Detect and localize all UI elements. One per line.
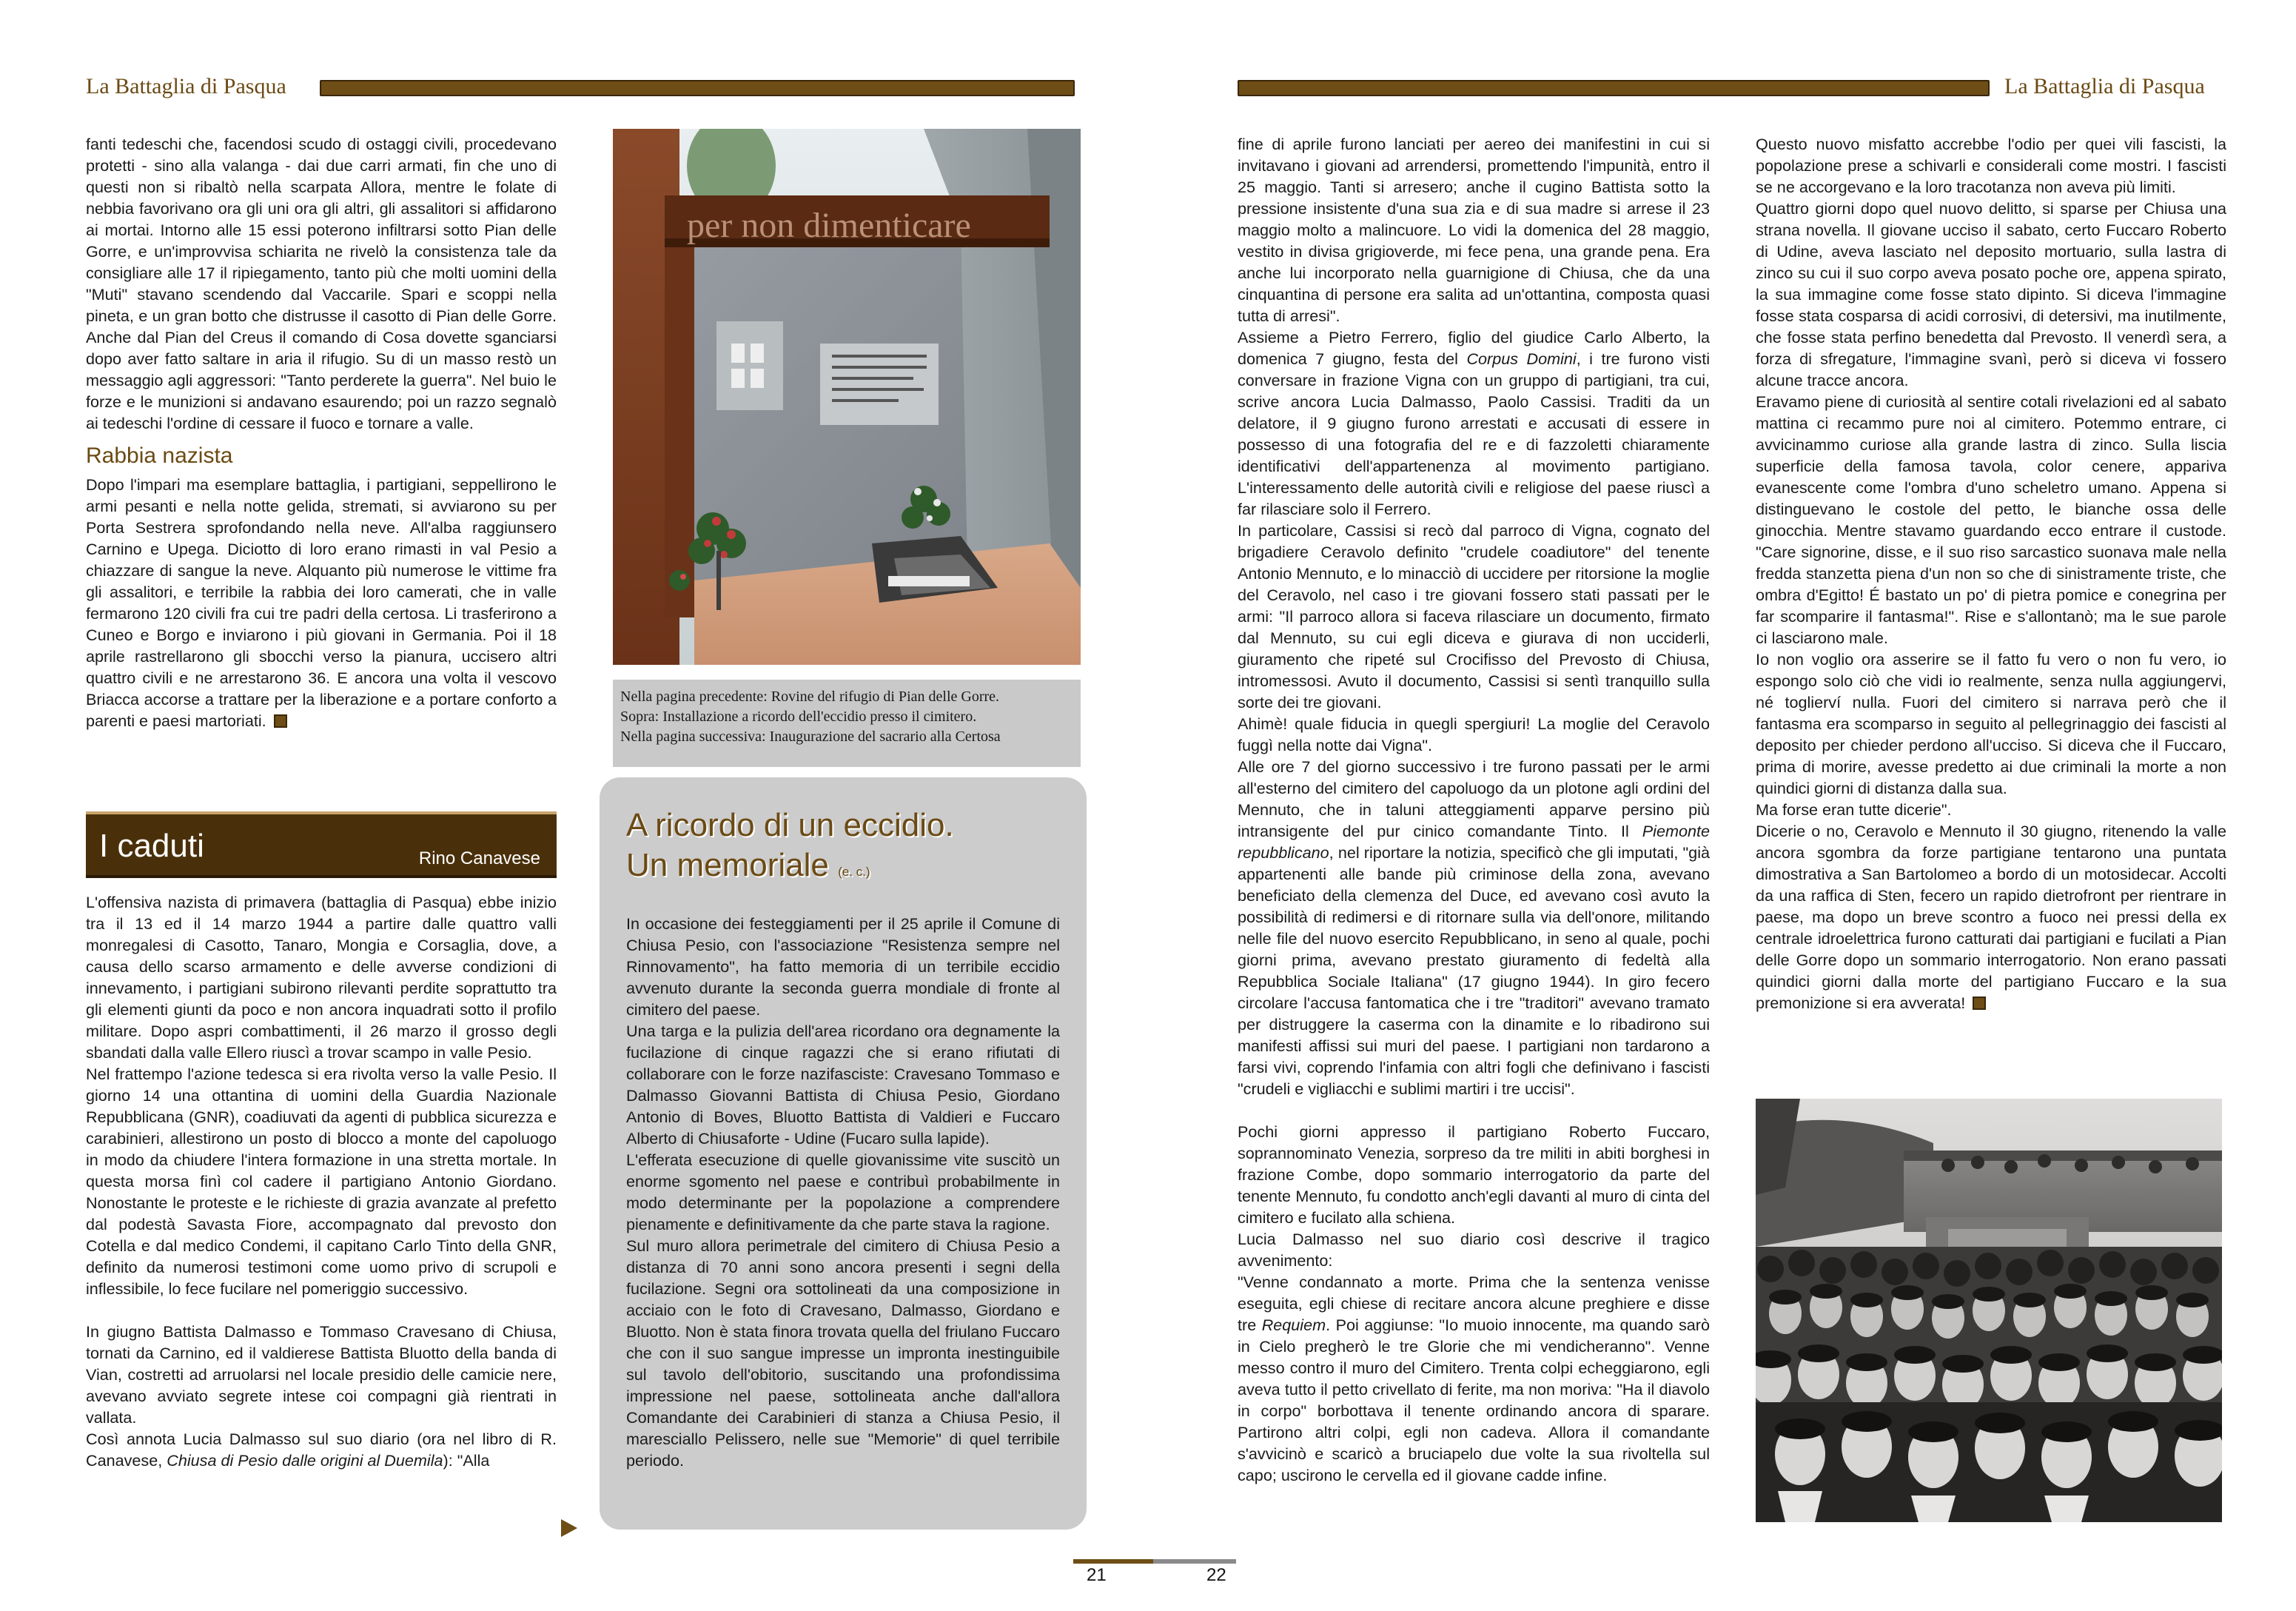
diary-paragraph-7: Lucia Dalmasso nel suo diario così descrive il tragico avvenimento:: [1238, 1230, 1710, 1270]
c3-p2-a: Assieme a Pietro Ferrero, figlio del giudice Carlo Alberto, la domenica 7 giugno, festa del: [1238, 328, 1710, 368]
memo-initials: (e. c.): [838, 865, 870, 879]
right-column-1: [1238, 133, 1710, 1486]
page-number-bar-right: [1153, 1559, 1236, 1564]
article-end-marker-icon: [274, 714, 287, 728]
memo-paragraph-1: In occasione dei festeggiamenti per il 25 aprile il Comune di Chiusa Pesio, con l'associazione "Resistenza sempre nel Rinnovamento", ha fatto memoria di un terribile eccidio avvenuto durante la seconda guerra mondiale di fronte al cimitero del paese.: [626, 914, 1060, 1019]
caption-line-2: Sopra: Installazione a ricordo dell'eccidio presso il cimitero.: [620, 709, 977, 725]
diary-paragraph-5: [1238, 756, 1710, 1099]
c3-p5-a: Alle ore 7 del giorno successivo i tre furono passati per le armi all'esterno del cimitero del capoluogo da un plotone agli ordini del Mennuto, che in taluni atteggiamenti apparve persino più intransigente del pur cinico comandante Tinto. Il: [1238, 757, 1710, 840]
crowd-photo-drawing: [1756, 1099, 2222, 1522]
caption-line-3: Nella pagina successiva: Inaugurazione del sacrario alla Certosa: [620, 729, 1001, 745]
memo-body: [626, 913, 1060, 1471]
engraved-text: per non dimenticare: [687, 206, 971, 245]
subhead-rabbia-nazista: Rabbia nazista: [86, 443, 233, 468]
battle-paragraph: fanti tedeschi che, facendosi scudo di ostaggi civili, procedevano protetti - sino alla valanga - dai due carri armati, fin che uno di questi non si ribaltò nella scarpata Allora, mentre le folate di nebbia favorivano ora gli uni ora gli altri, gli assalitori si affidarono ai mortai. Intorno alle 15 essi poterono infiltrarsi sotto Pian delle Gorre, e un'improvvisa schiarita ne rivelò la consistenza tale da consigliare alle 17 il ripiegamento, tanto più che molti uomini della "Muti" stavano scendendo dal Vaccarile. Spari e scoppi nella pineta, e un gran botto che distrusse il casotto di Pian delle Gorre. Anche dal Pian del Creus il comando di Cosa dovette sganciarsi dopo aver fatto saltare in aria il rifugio. Su di un masso restò un messaggio agli aggressori: "Tanto perderete la guerra". Nel buio le forze e le munizioni si andavano esaurendo; poi un razzo segnalò ai tedeschi l'ordine di cessare il fuoco e tornare a valle.: [86, 135, 557, 432]
story-paragraph-5: Ma forse eran tutte dicerie".: [1756, 800, 1952, 819]
right-column-2: [1756, 133, 2226, 1014]
caption-line-1: Nella pagina precedente: Rovine del rifugio di Pian delle Gorre.: [620, 689, 1000, 705]
c3-p8-b: . Poi aggiunse: "Io muoio innocente, ma quando sarò in Cielo pregherò le tre Glorie che mi vendicheranno". Venne messo contro il muro del Cimitero. Trenta colpi echeggiarono, egli aveva tutto il petto crivellato di ferite, ma non moriva: "Ha il diavolo in corpo" borbottava il tenente ordinando ancora di sparare. Partirono altri colpi, egli non cadeva. Allora il comandante s'avvicinò e scaricò a bruciapelo due volte la sua rivoltella sul capo; uscirono le cervella ed il giovane cadde infine.: [1238, 1316, 1710, 1484]
memo-title-line-2: Un memoriale: [626, 847, 829, 883]
caduti-paragraph-4: [86, 1428, 557, 1471]
page-number-right: 22: [1206, 1565, 1226, 1585]
caduti-p4-a: Così annota Lucia Dalmasso sul suo diario (ora nel libro di R. Canavese,: [86, 1430, 557, 1470]
memorial-photo-drawing: [613, 129, 1081, 665]
left-column-1-caduti: [86, 891, 557, 1471]
diary-paragraph-4: Ahimè! quale fiducia in quegli spergiuri! La moglie del Ceravolo fuggì nella notte dai Vigna".: [1238, 714, 1710, 754]
section-header-i-caduti: [86, 811, 557, 878]
diary-paragraph-2: [1238, 326, 1710, 520]
rabbia-text: Dopo l'impari ma esemplare battaglia, i partigiani, seppellirono le armi pesanti e nella notte gelida, stremati, si avviarono su per Porta Sestrera sprofondando nella neve. All'alba raggiunsero Carnino e Upega. Diciotto di loro erano rimasti in val Pesio a chiazzare di sangue la neve. Alquanto più numerose le vittime fra gli assalitori, e terribile la rabbia dei loro camerati, che in valle fermarono 120 civili fra cui tre padri della certosa. Li trasferirono a Cuneo e Borgo e inviarono i più giovani in Germania. Poi il 18 aprile rastrellarono gli sbocchi verso la pianura, uccisero altri quattro civili e ne arrestarono 36. E ancora una volta il vescovo Briacca accorse a trattare per la liberazione e a portare conforto a parenti e paesi martoriati.: [86, 475, 557, 730]
page-number-left: 21: [1087, 1565, 1107, 1585]
diary-paragraph-3: In particolare, Cassisi si recò dal parroco di Vigna, cognato del brigadiere Ceravolo definito "crudele coadiutore" del tenente Antonio Mennuto, e lo minacciò di uccidere per ritorsione la moglie del Ceravolo, nel caso i tre giovani fossero stati passati per le armi: "Il parroco allora si faceva rilasciare un documento, firmato dal Mennuto, su cui egli diceva e giurava di non ucciderli, giuramento che ripeté sul Crocifisso del Prevosto di Chiusa, intromessosi. Avuto il documento, Cassisi si sentì tranquillo sulla sorte dei tre giovani.: [1238, 521, 1710, 711]
running-title-left: La Battaglia di Pasqua: [86, 74, 286, 98]
memo-title-line-2-wrap: [626, 845, 1060, 892]
book-title: Chiusa di Pesio dalle origini al Duemila: [167, 1451, 443, 1470]
page-number-bar-left: [1073, 1559, 1153, 1564]
caduti-paragraph-2: Nel frattempo l'azione tedesca si era rivolta verso la valle Pesio. Il giorno 14 una ottantina di uomini della Guardia Nazionale Repubblicana (GNR), coadiuvati da agenti di pubblica sicurezza e carabinieri, allestirono un posto di blocco a monte del capoluogo in modo da chiudere l'intera formazione in una stretta mortale. In questa morsa finì col cadere il partigiano Antonio Giordano. Nonostante le proteste e le richieste di grazia avanzate al prefetto dal podestà Savasta Fiore, accompagnato dal prevosto don Cotella e dal medico Condemi, il capitano Carlo Tinto della GNR, definito da numerosi testimoni come uomo privo di scrupoli e inflessibile, lo fece fucilare nel pomeriggio successivo.: [86, 1065, 557, 1298]
story-paragraph-6: [1756, 820, 2226, 1014]
section-title: I caduti: [99, 828, 204, 864]
memorial-installation-photo: [613, 129, 1081, 665]
memorial-article-box: [600, 777, 1087, 1530]
caduti-paragraph-1: L'offensiva nazista di primavera (battaglia di Pasqua) ebbe inizio tra il 13 ed il 14 marzo 1944 a partire dalle quattro valli monregalesi di Casotto, Tanaro, Mongia e Corsaglia, dove, a causa dello scarso armamento e delle avverse condizioni di innevamento, i partigiani subirono rilevanti perdite soprattutto tra gli elementi giunti da poco e non ancora inquadrati sotto il profilo militare. Dopo aspri combattimenti, il 26 marzo il grosso degli sbandati dalla valle Ellero riuscì a trovar scampo in valle Pesio.: [86, 893, 557, 1062]
section-author: Rino Canavese: [418, 848, 540, 868]
story-paragraph-4: Io non voglio ora asserire se il fatto fu vero o non fu vero, io espongo solo ciò che vidi io realmente, senza nulla aggiungervi, né toglierví nulla. Fuori del cimitero si narrava però che il fantasma era scomparso in seguito al pellegrinaggio dei fascisti al deposito per chieder perdono all'ucciso. Si diceva che il Fuccaro, prima di morire, avesse predetto ai due criminali la morte a non quindici giorni di distanza dalla sua.: [1756, 650, 2226, 797]
running-title-right: La Battaglia di Pasqua: [2004, 74, 2205, 98]
continue-arrow-icon: [561, 1519, 577, 1537]
crowd-inauguration-photo: [1756, 1099, 2222, 1522]
diary-paragraph-6: Pochi giorni appresso il partigiano Roberto Fuccaro, soprannominato Venezia, sorpreso da tre militi in abiti borghesi in frazione Combe, dopo sommario interrogatorio da parte del tenente Mennuto, fu condotto anch'egli davanti al muro di cinta del cimitero e fucilato alla schiena.: [1238, 1122, 1710, 1227]
c3-p2-b: , i tre furono visti conversare in frazione Vigna con un gruppo di partigiani, tra cui, scrive ancora Lucia Dalmasso, Paolo Cassisi. Traditi da un delatore, il 9 giugno furono arrestati e accusati di essere in possesso di una fotografia del re e di fazzoletti chiaramente identificativi dell'appartenenza al movimento partigiano. L'interessamento delle autorità civili e religiose del paese riuscì a far rilasciare solo il Ferrero.: [1238, 349, 1710, 518]
photo-caption: [613, 680, 1081, 767]
memo-paragraph-4: Sul muro allora perimetrale del cimitero di Chiusa Pesio a distanza di 70 anni sono ancora presenti i segni della fucilazione. Segni ora sottolineati da una composizione in acciaio con le foto di Cravesano, Dalmasso, Giordano e Bluotto. Non è stata finora trovata quella del friulano Fuccaro che con il suo sangue impresse un impronta inestinguibile sul tavolo dell'obitorio, suscitando una profondissima impressione nel paese, sottolineata anche dall'allora Comandante dei Carabinieri di stanza a Chiusa Pesio, il maresciallo Pelissero, nelle sue "Memorie" di quel terribile periodo.: [626, 1236, 1060, 1470]
rabbia-paragraph: [86, 474, 557, 731]
article-end-marker-icon: [1973, 997, 1986, 1010]
story-paragraph-3: Eravamo piene di curiosità al sentire cotali rivelazioni ed al sabato mattina ci recammo pure noi al cimitero. Potemmo entrare, ci avvicinammo curiose alla grande lastra di zinco. Sulla liscia superficie della famosa tavola, color cenere, appariva evanescente come l'ombra d'uno scheletro umano. Appena si distinguevano le costole del petto, le bianche ossa delle ginocchia. Mentre stavamo guardando ecco entrare il custode. "Care signorine, disse, e il suo riso sarcastico suonava male nella fredda stanzetta piena d'un non so che di sinistramente triste, che ombra d'Egitto! É bastato un po' di pietra pomice e conegrina per far scomparire il fantasma!". Rise e s'allontanò; ma le sue parole ci lasciarono male.: [1756, 392, 2226, 647]
header-rule-right: [1238, 80, 1990, 96]
header-rule-left: [320, 80, 1075, 96]
memo-paragraph-2: Una targa e la pulizia dell'area ricordano ora degnamente la fucilazione di cinque ragazzi che si erano rifiutati di collaborare con le forze nazifasciste: Cravesano Tommaso e Dalmasso Giovanni Battista di Chiusa Pesio, Giordano Antonio di Boves, Bluotto Battista di Valdieri e Fuccaro Alberto di Chiusaforte - Udine (Fucaro sulla lapide).: [626, 1022, 1060, 1148]
c3-p8-a: "Venne condannato a morte. Prima che la sentenza venisse eseguita, egli chiese di recitare ancora alcune preghiere e disse tre: [1238, 1273, 1710, 1334]
c3-p5-b: , nel riportare la notizia, specificò che gli imputati, "già appartenenti alle bande più criminose della zona, avevano beneficiato della clemenza del Duce, ed avevano così avuto la possibilità di redimersi e di ritornare sulla via dell'onore, militando nelle file del nuovo esercito Repubblicano, in seno al quale, pochi giorni prima, avevano prestato giuramento di fedeltà alla Repubblica Sociale Italiana" (17 giugno 1944). In giro fecero circolare l'accusa fantomatica che i tre "traditori" avevano tramato per distruggere la caserma con la dinamite e lo ribadirono sui manifesti affissi sui muri del paese. I partigiani non tardarono a farsi vivi, coprendo l'infamia con altri fogli che definivano i fascisti "crudeli e vigliacchi e sublimi martiri i tre uccisi".: [1238, 843, 1710, 1098]
left-column-1: [86, 133, 557, 731]
diary-paragraph-1: fine di aprile furono lanciati per aereo dei manifestini in cui si invitavano i giovani ad arrendersi, promettendo l'impunità, entro il 25 maggio. Tanti si arresero; anche il cugino Battista sotto la pressione insistente d'una sua zia e di sua madre si arrese il 23 maggio molto a malincuore. Lo vidi la domenica del 28 maggio, vestito in divisa grigioverde, mi fece pena, una grande pena. Era anche lui incorporato nella guarnigione di Chiusa, che da una cinquantina di persone era salita ad un'ottantina, composta quasi tutta di arresi".: [1238, 135, 1710, 325]
corpus-domini: Corpus Domini: [1466, 349, 1577, 368]
story-paragraph-2: Quattro giorni dopo quel nuovo delitto, si sparse per Chiusa una strana novella. Il giovane ucciso il sabato, certo Fuccaro Roberto di Udine, aveva lasciato nel deposito mortuario, sulla lastra di zinco su cui il suo corpo aveva posato poche ore, appena spirato, la sua immagine come fosse stato dipinto. Si diceva l'immagine fosse stata cosparsa di acidi corrosivi, di detersivi, ma inutilmente, che fosse stata perfino benedetta dal Prevosto. Il venerdì sera, a forza di sfregature, l'immagine svanì, però si diceva vi fossero alcune tracce ancora.: [1756, 199, 2226, 389]
caduti-paragraph-3: In giugno Battista Dalmasso e Tommaso Cravesano di Chiusa, tornati da Carnino, ed il valdierese Battista Bluotto della banda di Vian, costretti ad arruolarsi nel locale presidio delle camicie nere, avevano avviato segrete intese coi compagni già rientrati in vallata.: [86, 1322, 557, 1427]
caduti-p4-b: ): "Alla: [443, 1451, 490, 1470]
memo-paragraph-3: L'efferata esecuzione di quelle giovanissime vite suscitò un enorme sgomento nel paese e contribuì probabilmente in modo determinante per la popolazione a comprendere pienamente e definitivamente da che parte stava la ragione.: [626, 1151, 1060, 1233]
memo-title-line-1: A ricordo di un eccidio.: [626, 807, 954, 843]
requiem-word: Requiem: [1261, 1316, 1326, 1334]
story-paragraph-1: Questo nuovo misfatto accrebbe l'odio per quei vili fascisti, la popolazione prese a schivarli e considerali come mostri. I fascisti se ne accorgevano e la loro tracotanza non aveva più limiti.: [1756, 135, 2226, 196]
c4-p6-text: Dicerie o no, Ceravolo e Mennuto il 30 giugno, ritenendo la valle ancora sgombra da forze partigiane tentarono una puntata dimostrativa a San Bartolomeo a bordo di un motosidecar. Accolti da una raffica di Sten, fecero un rapido dietrofront per rientrare in paese, ma dopo un breve scontro a fuoco nei pressi della ex centrale idroelettrica furono catturati dai partigiani e fucilati a Pian delle Gorre dopo un sommario interrogatorio. Non erano passati quindici giorni dalla morte del partigiano Fuccaro e la sua premonizione si era avverata!: [1756, 822, 2226, 1012]
newspaper-title: Piemonte repubblicano: [1238, 822, 1710, 862]
memo-title: [626, 806, 1060, 892]
diary-paragraph-8: [1238, 1271, 1710, 1486]
